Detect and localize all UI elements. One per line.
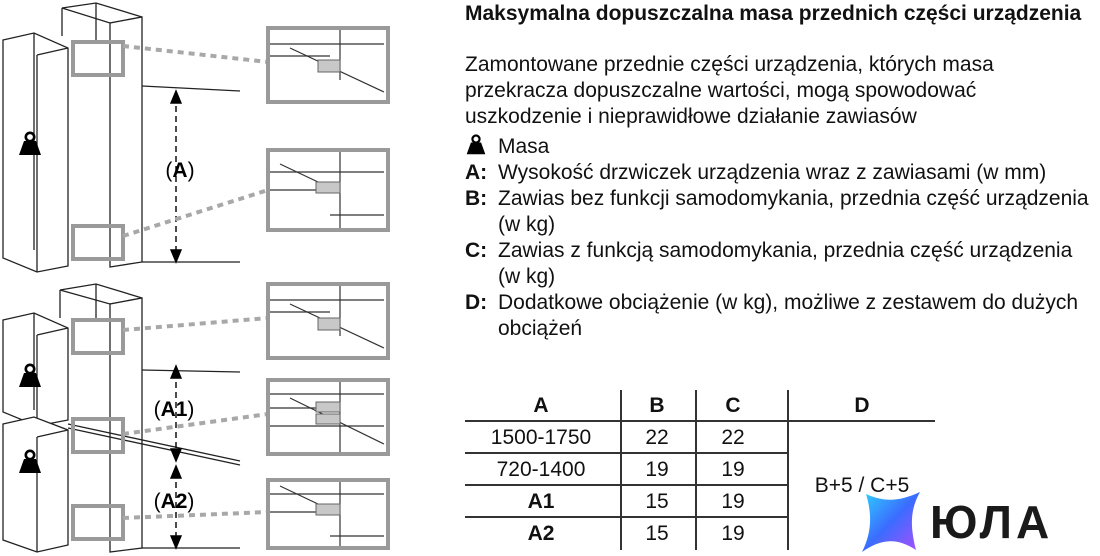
intro-text: Zamontowane przednie części urządzenia, których masa przekracza dopuszczalne wartości, mogą spowodować uszkodzenie i nieprawidłowe działanie zawiasów — [465, 53, 994, 128]
table-cell: 19 — [721, 522, 745, 545]
star-logo-icon — [858, 490, 924, 554]
hinge-detail-3 — [268, 284, 388, 358]
weight-icon — [465, 134, 498, 160]
table-cell-d: B+5 / C+5 — [814, 474, 910, 497]
hinge-detail-1 — [268, 28, 388, 102]
table-cell: 15 — [645, 522, 669, 545]
legend-key: C: — [465, 239, 488, 262]
legend-item-b — [465, 186, 1095, 238]
table-cell: 19 — [645, 458, 669, 481]
watermark-logo — [858, 490, 1098, 554]
legend-key: B: — [465, 187, 488, 210]
table-cell: 15 — [645, 490, 669, 513]
legend — [465, 134, 1095, 342]
legend-text: Dodatkowe obciążenie (w kg), możliwe z zestawem do dużych obciążeń — [498, 291, 1079, 340]
dimension-label-a2: (A2) — [153, 490, 195, 513]
hinge-detail-4 — [268, 380, 388, 454]
legend-item-d — [465, 290, 1095, 342]
legend-text: Wysokość drzwiczek urządzenia wraz z zawiasami (w mm) — [498, 161, 1047, 184]
watermark-text: ЮЛА — [930, 496, 1054, 548]
legend-item-c — [465, 238, 1095, 290]
table-cell: 19 — [721, 490, 745, 513]
table-header-d: D — [854, 394, 870, 417]
table-header-c: C — [725, 394, 741, 417]
legend-text: Masa — [498, 135, 550, 158]
table-cell: 22 — [645, 426, 669, 449]
hinge-detail-5 — [268, 480, 388, 548]
legend-text: Zawias bez funkcji samodomykania, przednia część urządzenia (w kg) — [498, 187, 1089, 236]
table-cell: 1500-1750 — [490, 426, 592, 449]
legend-item-a — [465, 160, 1095, 186]
legend-text: Zawias z funkcją samodomykania, przednia część urządzenia (w kg) — [498, 239, 1073, 288]
table-cell: 22 — [721, 426, 745, 449]
legend-item-mass — [465, 134, 1095, 160]
legend-key: D: — [465, 291, 488, 314]
legend-key: A: — [465, 161, 488, 184]
dimension-label-a1: (A1) — [153, 398, 195, 421]
table-header-b: B — [649, 394, 665, 417]
installation-diagram — [0, 0, 460, 556]
section-title: Maksymalna dopuszczalna masa przednich części urządzenia — [465, 2, 1082, 25]
dimension-label-a: (A) — [165, 159, 195, 182]
hinge-detail-2 — [268, 150, 388, 230]
table-cell: A1 — [527, 490, 555, 513]
table-cell: 19 — [721, 458, 745, 481]
table-cell: A2 — [527, 522, 555, 545]
detail-connectors — [123, 46, 268, 518]
table-cell: 720-1400 — [496, 458, 586, 481]
table-header-a: A — [533, 394, 549, 417]
